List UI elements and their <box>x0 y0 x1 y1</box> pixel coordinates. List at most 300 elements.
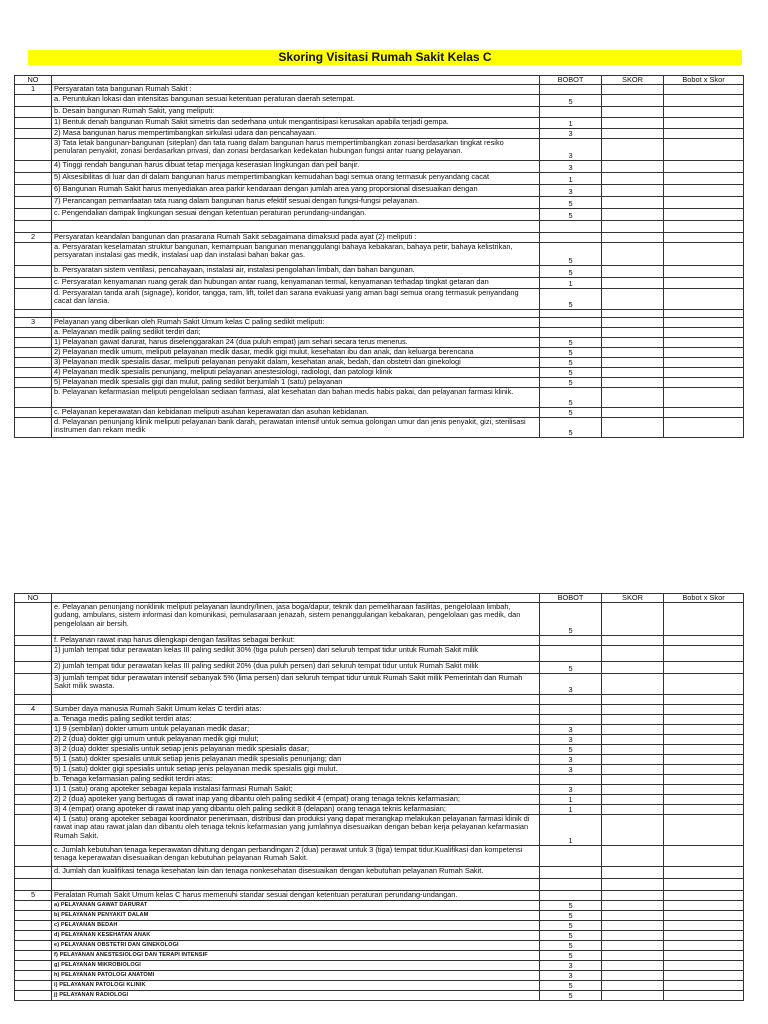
skor-input-cell[interactable] <box>602 991 664 1001</box>
bobot-x-skor-cell <box>664 921 744 931</box>
row-number <box>15 221 52 233</box>
skor-input-cell[interactable] <box>602 129 664 139</box>
bobot-x-skor-cell <box>664 785 744 795</box>
row-number <box>15 805 52 815</box>
bobot-x-skor-cell <box>664 911 744 921</box>
bobot-cell: 5 <box>540 418 602 438</box>
table-row <box>15 705 744 715</box>
bobot-cell: 3 <box>540 161 602 173</box>
criterion-text: a. Tenaga medis paling sedikit terdiri atas: <box>52 715 540 725</box>
bobot-x-skor-cell <box>664 646 744 662</box>
skor-input-cell[interactable] <box>602 725 664 735</box>
bobot-x-skor-cell <box>664 358 744 368</box>
skor-input-cell[interactable] <box>602 715 664 725</box>
skor-input-cell[interactable] <box>602 795 664 805</box>
bobot-x-skor-cell <box>664 846 744 867</box>
skor-input-cell[interactable] <box>602 775 664 785</box>
bobot-x-skor-cell <box>664 805 744 815</box>
row-number <box>15 418 52 438</box>
bobot-x-skor-cell <box>664 129 744 139</box>
criterion-text: j) PELAYANAN RADIOLOGI <box>52 991 540 1001</box>
skor-input-cell[interactable] <box>602 695 664 705</box>
bobot-cell: 5 <box>540 209 602 221</box>
criterion-text: 1) 1 (satu) orang apoteker sebagai kepala instalasi farmasi Rumah Sakit; <box>52 785 540 795</box>
row-number <box>15 118 52 129</box>
table-row <box>15 418 744 438</box>
bobot-x-skor-cell <box>664 901 744 911</box>
table-row <box>15 278 744 289</box>
header-skor: SKOR <box>602 76 664 85</box>
criterion-text: d. Pelayanan penunjang klinik meliputi pelayanan bank darah, perawatan intensif untuk semua golongan umur dan jenis penyakit, gizi, sterilisasi instrumen dan rekam medik <box>52 418 540 438</box>
row-number <box>15 209 52 221</box>
criterion-text: 3) Pelayanan medik spesialis dasar, meliputi pelayanan penyakit dalam, kesehatan anak, bedah, dan obstetri dan ginekologi <box>52 358 540 368</box>
criterion-text: 1) jumlah tempat tidur perawatan kelas III paling sedikit 30% (tiga puluh persen) dari seluruh tempat tidur untuk Rumah Sakit milik <box>52 646 540 662</box>
table-row <box>15 785 744 795</box>
row-number <box>15 197 52 209</box>
table-row <box>15 328 744 338</box>
bobot-cell: 5 <box>540 981 602 991</box>
skor-input-cell[interactable] <box>602 674 664 695</box>
bobot-cell <box>540 846 602 867</box>
skor-input-cell[interactable] <box>602 971 664 981</box>
header-skor: SKOR <box>602 594 664 603</box>
bobot-x-skor-cell <box>664 961 744 971</box>
skor-input-cell[interactable] <box>602 662 664 674</box>
skor-input-cell[interactable] <box>602 846 664 867</box>
bobot-cell: 3 <box>540 185 602 197</box>
row-number <box>15 815 52 846</box>
skor-input-cell[interactable] <box>602 310 664 318</box>
table-row <box>15 815 744 846</box>
criterion-text: 1) Pelayanan gawat darurat, harus diselenggarakan 24 (dua puluh empat) jam sehari secara terus menerus. <box>52 338 540 348</box>
skor-input-cell[interactable] <box>602 338 664 348</box>
criterion-text: c. Pengendalian dampak lingkungan sesuai dengan ketentuan peraturan perundang-undangan. <box>52 209 540 221</box>
bobot-x-skor-cell <box>664 139 744 161</box>
table-row <box>15 338 744 348</box>
row-number <box>15 338 52 348</box>
skor-input-cell[interactable] <box>602 705 664 715</box>
table-row <box>15 879 744 891</box>
bobot-x-skor-cell <box>664 674 744 695</box>
bobot-cell: 5 <box>540 266 602 278</box>
skor-input-cell[interactable] <box>602 266 664 278</box>
table-row <box>15 408 744 418</box>
bobot-cell <box>540 328 602 338</box>
row-number <box>15 107 52 118</box>
bobot-x-skor-cell <box>664 991 744 1001</box>
criterion-text: a. Pelayanan medik paling sedikit terdiri dari; <box>52 328 540 338</box>
header-item <box>52 594 540 603</box>
skor-input-cell[interactable] <box>602 139 664 161</box>
bobot-x-skor-cell <box>664 278 744 289</box>
bobot-x-skor-cell <box>664 891 744 901</box>
criterion-text: 5) Aksesibilitas di luar dan di dalam bangunan harus mempertimbangkan kemudahan bagi semua orang termasuk penyandang cacat <box>52 173 540 185</box>
skor-input-cell[interactable] <box>602 161 664 173</box>
row-number <box>15 991 52 1001</box>
row-number <box>15 243 52 266</box>
table-row <box>15 318 744 328</box>
criterion-text: a) PELAYANAN GAWAT DARURAT <box>52 901 540 911</box>
bobot-cell: 3 <box>540 725 602 735</box>
bobot-cell: 3 <box>540 961 602 971</box>
bobot-cell <box>540 636 602 646</box>
criterion-text: 2) jumlah tempat tidur perawatan kelas III paling sedikit 20% (dua puluh persen) dari seluruh tempat tidur untuk Rumah Sakit milik <box>52 662 540 674</box>
bobot-x-skor-cell <box>664 795 744 805</box>
table-row <box>15 129 744 139</box>
criterion-text: Sumber daya manusia Rumah Sakit Umum kelas C terdiri atas: <box>52 705 540 715</box>
criterion-text <box>52 879 540 891</box>
criterion-text: g) PELAYANAN MIKROBIOLOGI <box>52 961 540 971</box>
criterion-text: d) PELAYANAN KESEHATAN ANAK <box>52 931 540 941</box>
bobot-cell: 1 <box>540 805 602 815</box>
row-number <box>15 185 52 197</box>
skor-input-cell[interactable] <box>602 418 664 438</box>
table-row <box>15 735 744 745</box>
table-row <box>15 941 744 951</box>
table-header-row <box>15 594 744 603</box>
row-number <box>15 755 52 765</box>
bobot-x-skor-cell <box>664 941 744 951</box>
skor-input-cell[interactable] <box>602 785 664 795</box>
table-header-row <box>15 76 744 85</box>
skor-input-cell[interactable] <box>602 867 664 879</box>
header-bobot: BOBOT <box>540 594 602 603</box>
skor-input-cell[interactable] <box>602 603 664 636</box>
row-number <box>15 388 52 408</box>
skor-input-cell[interactable] <box>602 879 664 891</box>
table-row <box>15 358 744 368</box>
bobot-cell <box>540 879 602 891</box>
skor-input-cell[interactable] <box>602 735 664 745</box>
criterion-text: e. Pelayanan penunjang nonklinik meliputi pelayanan laundry/linen, jasa boga/dapur, teknik dan pemeliharaan fasilitas, pengelolaan limbah, gudang, ambulans, sistem informasi dan komunikasi, pemulasaraan jenazah, sistem penanggulangan kebakaran, pengelolaan gas medik, dan pengelolaan air bersih. <box>52 603 540 636</box>
bobot-cell: 5 <box>540 378 602 388</box>
table-row <box>15 310 744 318</box>
bobot-x-skor-cell <box>664 745 744 755</box>
bobot-cell: 3 <box>540 971 602 981</box>
bobot-cell: 5 <box>540 921 602 931</box>
bobot-x-skor-cell <box>664 243 744 266</box>
criterion-text: b) PELAYANAN PENYAKIT DALAM <box>52 911 540 921</box>
bobot-x-skor-cell <box>664 981 744 991</box>
skor-input-cell[interactable] <box>602 107 664 118</box>
table-row <box>15 991 744 1001</box>
table-row <box>15 107 744 118</box>
criterion-text <box>52 695 540 705</box>
skor-input-cell[interactable] <box>602 368 664 378</box>
criterion-text: 5) Pelayanan medik spesialis gigi dan mulut, paling sedikit berjumlah 1 (satu) pelayanan <box>52 378 540 388</box>
bobot-x-skor-cell <box>664 725 744 735</box>
row-number <box>15 95 52 107</box>
page-title: Skoring Visitasi Rumah Sakit Kelas C <box>28 50 742 65</box>
row-number <box>15 266 52 278</box>
table-row <box>15 981 744 991</box>
bobot-cell: 3 <box>540 785 602 795</box>
criterion-text: 3) 4 (empat) orang apoteker di rawat inap yang dibantu oleh paling sedikit 8 (delapan) orang tenaga teknis kefarmasian; <box>52 805 540 815</box>
criterion-text: d. Jumlah dan kualifikasi tenaga kesehatan lain dan tenaga nonkesehatan disesuaikan dengan kebutuhan pelayanan Rumah Sakit. <box>52 867 540 879</box>
table-row <box>15 95 744 107</box>
bobot-x-skor-cell <box>664 636 744 646</box>
bobot-x-skor-cell <box>664 221 744 233</box>
row-number <box>15 368 52 378</box>
table-row <box>15 368 744 378</box>
row-number <box>15 951 52 961</box>
bobot-x-skor-cell <box>664 328 744 338</box>
table-row <box>15 715 744 725</box>
header-bobot-x-skor: Bobot x Skor <box>664 76 744 85</box>
skor-input-cell[interactable] <box>602 348 664 358</box>
bobot-x-skor-cell <box>664 348 744 358</box>
bobot-x-skor-cell <box>664 185 744 197</box>
table-row <box>15 921 744 931</box>
row-number <box>15 795 52 805</box>
row-number <box>15 971 52 981</box>
bobot-x-skor-cell <box>664 775 744 785</box>
row-number <box>15 289 52 310</box>
table-row <box>15 378 744 388</box>
skor-input-cell[interactable] <box>602 981 664 991</box>
bobot-x-skor-cell <box>664 209 744 221</box>
row-number: 2 <box>15 233 52 243</box>
criterion-text: 5) 1 (satu) dokter spesialis untuk setiap jenis pelayanan medik spesialis penunjang; dan <box>52 755 540 765</box>
skor-input-cell[interactable] <box>602 278 664 289</box>
row-number: 5 <box>15 891 52 901</box>
scoring-table-page-2 <box>14 593 744 1001</box>
criterion-text <box>52 310 540 318</box>
skor-input-cell[interactable] <box>602 209 664 221</box>
skor-input-cell[interactable] <box>602 901 664 911</box>
bobot-x-skor-cell <box>664 266 744 278</box>
table-row <box>15 805 744 815</box>
skor-input-cell[interactable] <box>602 358 664 368</box>
bobot-x-skor-cell <box>664 879 744 891</box>
criterion-text: d. Persyaratan tanda arah (signage), koridor, tangga, ram, lift, toilet dan sarana evakuasi yang aman bagi semua orang termasuk penyandang cacat dan lansia. <box>52 289 540 310</box>
skor-input-cell[interactable] <box>602 289 664 310</box>
bobot-x-skor-cell <box>664 815 744 846</box>
scoring-table-page-1 <box>14 75 744 438</box>
criterion-text: Peralatan Rumah Sakit Umum kelas C harus memenuhi standar sesuai dengan ketentuan peraturan perundang-undangan. <box>52 891 540 901</box>
bobot-cell: 3 <box>540 139 602 161</box>
row-number <box>15 139 52 161</box>
criterion-text: Persyaratan tata bangunan Rumah Sakit : <box>52 85 540 95</box>
bobot-cell: 5 <box>540 289 602 310</box>
table-row <box>15 795 744 805</box>
table-row <box>15 725 744 735</box>
bobot-x-skor-cell <box>664 408 744 418</box>
header-no: NO <box>15 594 52 603</box>
bobot-cell: 5 <box>540 603 602 636</box>
table-row <box>15 755 744 765</box>
criterion-text <box>52 221 540 233</box>
bobot-cell: 1 <box>540 815 602 846</box>
bobot-x-skor-cell <box>664 338 744 348</box>
row-number <box>15 348 52 358</box>
bobot-x-skor-cell <box>664 95 744 107</box>
skor-input-cell[interactable] <box>602 197 664 209</box>
criterion-text: 3) 2 (dua) dokter spesialis untuk setiap jenis pelayanan medik spesialis dasar; <box>52 745 540 755</box>
criterion-text: b. Desain bangunan Rumah Sakit, yang meliputi: <box>52 107 540 118</box>
table-row <box>15 646 744 662</box>
criterion-text: 2) 2 (dua) apoteker yang bertugas di rawat inap yang dibantu oleh paling sedikit 4 (empat) orang tenaga teknis kefarmasian; <box>52 795 540 805</box>
skor-input-cell[interactable] <box>602 118 664 129</box>
skor-input-cell[interactable] <box>602 233 664 243</box>
skor-input-cell[interactable] <box>602 941 664 951</box>
bobot-x-skor-cell <box>664 310 744 318</box>
table-row <box>15 289 744 310</box>
skor-input-cell[interactable] <box>602 185 664 197</box>
bobot-x-skor-cell <box>664 161 744 173</box>
row-number <box>15 879 52 891</box>
table-row <box>15 765 744 775</box>
row-number <box>15 278 52 289</box>
bobot-cell: 5 <box>540 348 602 358</box>
skor-input-cell[interactable] <box>602 221 664 233</box>
criterion-text: 2) Pelayanan medik umum, meliputi pelayanan medik dasar, medik gigi mulut, kesehatan ibu dan anak, dan keluarga berencana <box>52 348 540 358</box>
table-row <box>15 388 744 408</box>
table-row <box>15 348 744 358</box>
bobot-cell: 5 <box>540 243 602 266</box>
row-number <box>15 921 52 931</box>
skor-input-cell[interactable] <box>602 921 664 931</box>
bobot-x-skor-cell <box>664 368 744 378</box>
bobot-cell: 5 <box>540 662 602 674</box>
bobot-cell <box>540 310 602 318</box>
bobot-cell: 3 <box>540 674 602 695</box>
row-number <box>15 662 52 674</box>
criterion-text: 3) Tata letak bangunan-bangunan (siteplan) dan tata ruang dalam bangunan harus mempertimbangkan zonasi berdasarkan tingkat resiko penularan penyakit, zonasi berdasarkan privasi, dan zonasi berdasarkan kedekatan hubungan fungsi antar ruang pelayanan. <box>52 139 540 161</box>
skor-input-cell[interactable] <box>602 911 664 921</box>
skor-input-cell[interactable] <box>602 891 664 901</box>
criterion-text: 1) 9 (sembilan) dokter umum untuk pelayanan medik dasar; <box>52 725 540 735</box>
skor-input-cell[interactable] <box>602 931 664 941</box>
bobot-x-skor-cell <box>664 418 744 438</box>
row-number <box>15 867 52 879</box>
row-number <box>15 961 52 971</box>
skor-input-cell[interactable] <box>602 745 664 755</box>
bobot-x-skor-cell <box>664 867 744 879</box>
skor-input-cell[interactable] <box>602 961 664 971</box>
bobot-cell <box>540 646 602 662</box>
row-number <box>15 408 52 418</box>
table-row <box>15 971 744 981</box>
table-row <box>15 233 744 243</box>
header-bobot: BOBOT <box>540 76 602 85</box>
skor-input-cell[interactable] <box>602 408 664 418</box>
skor-input-cell[interactable] <box>602 805 664 815</box>
bobot-cell: 1 <box>540 278 602 289</box>
row-number <box>15 310 52 318</box>
bobot-x-skor-cell <box>664 695 744 705</box>
row-number <box>15 775 52 785</box>
bobot-x-skor-cell <box>664 765 744 775</box>
table-row <box>15 867 744 879</box>
criterion-text: b. Tenaga kefarmasian paling sedikit terdiri atas: <box>52 775 540 785</box>
table-row <box>15 161 744 173</box>
table-row <box>15 603 744 636</box>
skor-input-cell[interactable] <box>602 815 664 846</box>
table-row <box>15 221 744 233</box>
row-number <box>15 129 52 139</box>
bobot-cell: 3 <box>540 735 602 745</box>
criterion-text: i) PELAYANAN PATOLOGI KLINIK <box>52 981 540 991</box>
skor-input-cell[interactable] <box>602 636 664 646</box>
criterion-text: 1) Bentuk denah bangunan Rumah Sakit simetris dan sederhana untuk mengantisipasi kerusakan apabila terjadi gempa. <box>52 118 540 129</box>
bobot-x-skor-cell <box>664 931 744 941</box>
bobot-cell: 5 <box>540 408 602 418</box>
table-row <box>15 695 744 705</box>
row-number <box>15 981 52 991</box>
bobot-cell: 1 <box>540 118 602 129</box>
bobot-x-skor-cell <box>664 388 744 408</box>
bobot-cell <box>540 775 602 785</box>
criterion-text: a. Peruntukan lokasi dan intensitas bangunan sesuai ketentuan peraturan daerah setempat. <box>52 95 540 107</box>
table-row <box>15 185 744 197</box>
skor-input-cell[interactable] <box>602 646 664 662</box>
bobot-x-skor-cell <box>664 715 744 725</box>
criterion-text: c. Persyaratan kenyamanan ruang gerak dan hubungan antar ruang, kenyamanan termal, kenyamanan terhadap tingkat getaran dan <box>52 278 540 289</box>
skor-input-cell[interactable] <box>602 173 664 185</box>
row-number <box>15 636 52 646</box>
row-number <box>15 846 52 867</box>
bobot-cell: 5 <box>540 368 602 378</box>
table-row <box>15 951 744 961</box>
bobot-cell <box>540 107 602 118</box>
criterion-text: 4) Tinggi rendah bangunan harus dibuat tetap menjaga keserasian lingkungan dan peil banjir. <box>52 161 540 173</box>
criterion-text: c) PELAYANAN BEDAH <box>52 921 540 931</box>
row-number <box>15 911 52 921</box>
bobot-cell: 5 <box>540 941 602 951</box>
criterion-text: 4) 1 (satu) orang apoteker sebagai koordinator penerimaan, distribusi dan produksi yang dapat merangkap melakukan pelayanan farmasi klinik di rawat inap atau rawat jalan dan dibantu oleh tenaga teknis kefarmasian yang jumlahnya disesuaikan dengan beban kerja pelayanan kefarmasian Rumah Sakit. <box>52 815 540 846</box>
table-row <box>15 931 744 941</box>
criterion-text: b. Pelayanan kefarmasian meliputi pengelolaan sediaan farmasi, alat kesehatan dan bahan medis habis pakai, dan pelayanan farmasi klinik. <box>52 388 540 408</box>
bobot-cell <box>540 695 602 705</box>
table-row <box>15 139 744 161</box>
criterion-text: a. Persyaratan keselamatan struktur bangunan, kemampuan bangunan menanggulangi bahaya kebakaran, bahaya petir, bahaya kelistrikan, persyaratan instalasi gas medik, instalasi uap dan instalasi bahan bakar gas. <box>52 243 540 266</box>
bobot-cell: 5 <box>540 931 602 941</box>
row-number: 3 <box>15 318 52 328</box>
row-number <box>15 603 52 636</box>
bobot-x-skor-cell <box>664 173 744 185</box>
skor-input-cell[interactable] <box>602 388 664 408</box>
header-item <box>52 76 540 85</box>
skor-input-cell[interactable] <box>602 95 664 107</box>
bobot-cell: 1 <box>540 795 602 805</box>
bobot-x-skor-cell <box>664 318 744 328</box>
skor-input-cell[interactable] <box>602 951 664 961</box>
skor-input-cell[interactable] <box>602 328 664 338</box>
bobot-cell: 5 <box>540 901 602 911</box>
criterion-text: 3) jumlah tempat tidur perawatan intensif sebanyak 5% (lima persen) dari seluruh tempat tidur untuk Rumah Sakit milik Pemerintah dan Rumah Sakit milik swasta. <box>52 674 540 695</box>
criterion-text: h) PELAYANAN PATOLOGI ANATOMI <box>52 971 540 981</box>
bobot-x-skor-cell <box>664 233 744 243</box>
bobot-cell: 3 <box>540 765 602 775</box>
table-row <box>15 197 744 209</box>
bobot-cell: 5 <box>540 951 602 961</box>
skor-input-cell[interactable] <box>602 85 664 95</box>
row-number <box>15 378 52 388</box>
criterion-text: c. Jumlah kebutuhan tenaga keperawatan dihitung dengan perbandingan 2 (dua) perawat untuk 3 (tiga) tempat tidur.Kualifikasi dan kompetensi tenaga keperawatan disesuaikan dengan kebutuhan pelayanan Rumah Sakit. <box>52 846 540 867</box>
skor-input-cell[interactable] <box>602 378 664 388</box>
table-row <box>15 209 744 221</box>
criterion-text: 2) 2 (dua) dokter gigi umum untuk pelayanan medik gigi mulut; <box>52 735 540 745</box>
skor-input-cell[interactable] <box>602 243 664 266</box>
skor-input-cell[interactable] <box>602 755 664 765</box>
header-no: NO <box>15 76 52 85</box>
row-number <box>15 646 52 662</box>
bobot-x-skor-cell <box>664 735 744 745</box>
bobot-x-skor-cell <box>664 289 744 310</box>
skor-input-cell[interactable] <box>602 765 664 775</box>
skor-input-cell[interactable] <box>602 318 664 328</box>
